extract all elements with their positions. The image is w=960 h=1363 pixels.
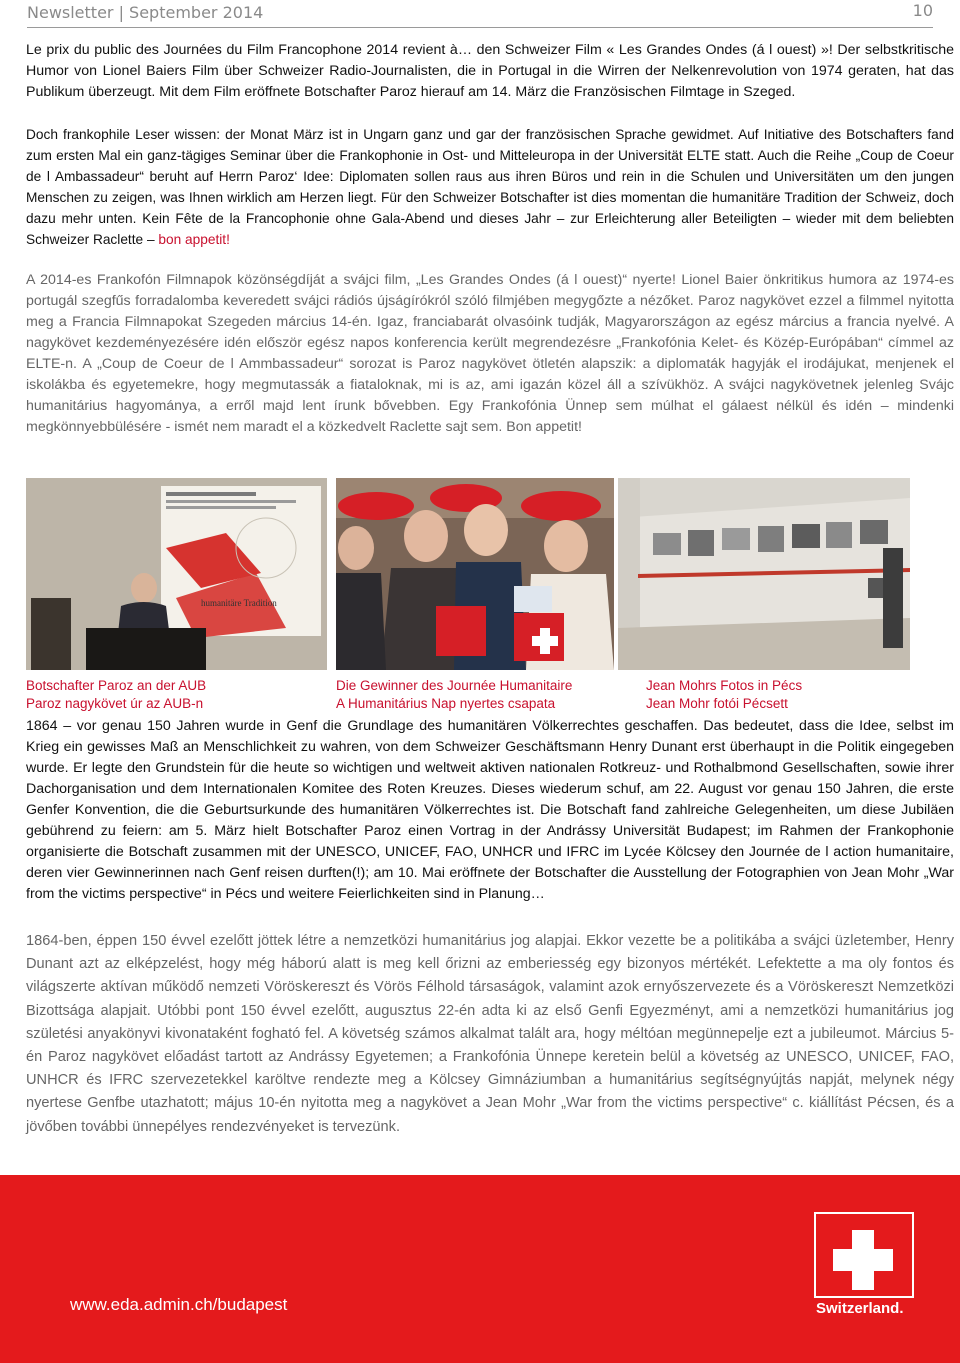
paragraph-de-francophonie: Doch frankophile Leser wissen: der Monat März ist in Ungarn ganz und gar der französischen Sprache gewidmet. Auf Initiative des Botschafters fand zum ersten Mal ein ganz-tägiges Seminar über die Frankophonie in Ost- und Mitteleuropa in der Universität ELTE statt. Auch die Reihe „Coup de Coeur de l Ambassadeur“ beruht auf Herrn Paroz‘ Idee: Diplomaten sollen raus aus ihren Büros und rein in die Schulen und Universitäten um den jungen Menschen zu zeigen, was Ihnen wirklich am Herzen liegt. Für den Schweizer Botschafter ist dies momentan die humanitäre Tradition der Schweiz, doch dazu mehr unten. Kein Fête de la Francophonie ohne Gala-Abend und dieses Jahr – zur Erleichterung aller Beteiligten – wieder mit dem beliebten Schweizer Raclette – bon appetit! [26, 127, 954, 247]
caption-de: Die Gewinner des Journée Humanitaire [336, 678, 573, 693]
page-header [27, 3, 933, 28]
photo-jean-mohr-exhibition [618, 478, 910, 670]
bon-appetit-highlight: bon appetit! [158, 232, 230, 247]
caption-de: Botschafter Paroz an der AUB [26, 678, 207, 693]
paragraph-de-humanitarian: 1864 – vor genau 150 Jahren wurde in Genf die Grundlage des humanitären Völkerrechtes geschaffen. Das bedeutet, dass die Idee, selbst im Krieg ein gewisses Maß an Menschlichkeit zu wahren, von dem Schweizer Geschäftsmann Henry Dunant erst überhaupt in die Politik eingegeben wurde. Er legte den Grundstein für die heute so wichtigen und weltweit aktiven nationalen Rotkreuz- und Rothalbmond Gesellschaften, sowie ihrer Dachorganisation und dem Internationalen Komitee des Roten Kreuzes. Dieses wiederum schuf, am 22. August vor genau 150 Jahren, die erste Genfer Konvention, die die Geburtsurkunde des humanitären Völkerrechtes ist. Die Botschaft fand zahlreiche Gelegenheiten, um diese Jubiläen gebührend zu feiern: am 5. März hielt Botschafter Paroz einen Vortrag in der Andrássy Universität Budapest; im Rahmen der Frankophonie organisierte die Botschaft zusammen mit der UNESCO, UNICEF, FAO, UNHCR und IFRC im Lycée Kölcsey den Journée de l action humanitaire, deren vier Gewinnerinnen nach Genf reisen durften(!); am 10. Mai eröffnete der Botschafter die Ausstellung der Fotographien von Jean Mohr „War from the victims perspective“ in Pécs und weitere Feierlichkeiten sind in Planung… [26, 718, 954, 902]
switzerland-logo-text: Switzerland. [816, 1300, 904, 1317]
caption-hu: Jean Mohr fotói Pécsett [646, 696, 788, 711]
paragraph-hu-film: A 2014-es Frankofón Filmnapok közönségdíját a svájci film, „Les Grandes Ondes (á l ouest)“ nyerte! Lionel Baier önkritikus humora az 1974-es portugál szegfűs forradalomba keveredett svájci rádiós újságírókról szóló filmjében megygőzte a nézőket. Paroz nagykövet ezzel a filmmel nyitotta meg a Francia Filmnapokat Szegeden március 14-én. Igaz, franciabarát olvasóink tudják, Magyarországon az egész március a francia nyelvé. A nagykövet kezdeményezésére idén először egész napos konferencia került megrendezésre „Frankofónia Kelet- és Közép-Európában“ címmel az ELTE-n. A „Coup de Coeur de l Ammbassadeur“ sorozat is Paroz nagykövet ötletén alapszik: a diplomaták hagyják el irodájukat, menjenek el iskolákba és egyetemekre, hogy megmutassák a fiataloknak, mi is az, ami igazán közel áll a szívükhöz. A svájci nagykövetnek jelenleg Svájc humanitárius hagyománya, a erről majd lent írunk bővebben. Egy Frankofónia Ünnep sem múlhat el gálaest nélkül és idén – mindenki megkönnyebbülésére - ismét nem maradt el a közkedvelt Raclette sajt sem. Bon appetit! [26, 272, 954, 435]
caption-de: Jean Mohrs Fotos in Pécs [646, 678, 803, 693]
slide-title-text: humanitäre Tradition [201, 598, 277, 608]
paragraph-hu-humanitarian: 1864-ben, éppen 150 évvel ezelőtt jöttek létre a nemzetközi humanitárius jog alapjai. Ekkor vezette be a politikába a svájci üzletember, Henry Dunant azt az elképzelést, hogy még háború alatt is meg kell őrizni az emberiesség egy bizonyos mértékét. Lefektette a ma oly fontos és világszerte aktívan működő nemzeti Vöröskereszt és Vörös Félhold társaságok, valamint azok ernyőszervezete és a Vöröskereszt Nemzetközi Bizottsága alapjait. Utóbbi pont 150 évvel ezelőtt, augusztus 22-én adta ki az első Genfi Egyezményt, ami a nemzetközi humanitárius jog születési anyakönyvi kivonataként fogható fel. A követség számos alkalmat talált ara, hogy méltóan megünnepelje ezt a jubileumot. Március 5-én Paroz nagykövet előadást tartott az Andrássy Egyetemen; a Frankofónia Ünnepe keretein belül a követség az UNESCO, UNICEF, FAO, UNHCR és IFRC szervezetekkel karöltve rendezte meg a Kölcsey Gimnáziumban a humanitárius segítségnyújtás napját, melynek négy nyertese Genfbe utazhatott; május 10-én nyitotta meg a nagykövet a Jean Mohr „War from the victims perspective“ c. kiállítást Pécsen, és a jövőben további ünnepélyes rendezvényeket is tervezünk. [26, 933, 954, 1135]
newsletter-title: Newsletter | September 2014 [27, 3, 264, 22]
photo-winners-humanitarian-day [336, 478, 614, 670]
caption-hu: Paroz nagykövet úr az AUB-n [26, 696, 204, 711]
caption-ambassador [26, 677, 326, 713]
paragraph-de-film: Le prix du public des Journées du Film Francophone 2014 revient à… den Schweizer Film « Les Grandes Ondes (á l ouest) »! Der selbstkritische Humor von Lionel Baiers Film über Schweizer Radio-Journalisten, die in Portugal in die Wirren der Nelkenrevolution von 1974 geraten, hat das Publikum überzeugt. Mit dem Film eröffnete Botschafter Paroz hierauf am 14. März die Französischen Filmtage in Szeged. [26, 42, 954, 100]
caption-winners [336, 677, 636, 713]
photo-ambassador-aub [26, 478, 327, 670]
caption-exhibition [646, 677, 946, 713]
embassy-website-link[interactable]: www.eda.admin.ch/budapest [70, 1295, 288, 1314]
page-number: 10 [912, 1, 933, 20]
caption-hu: A Humanitárius Nap nyertes csapata [336, 696, 556, 711]
